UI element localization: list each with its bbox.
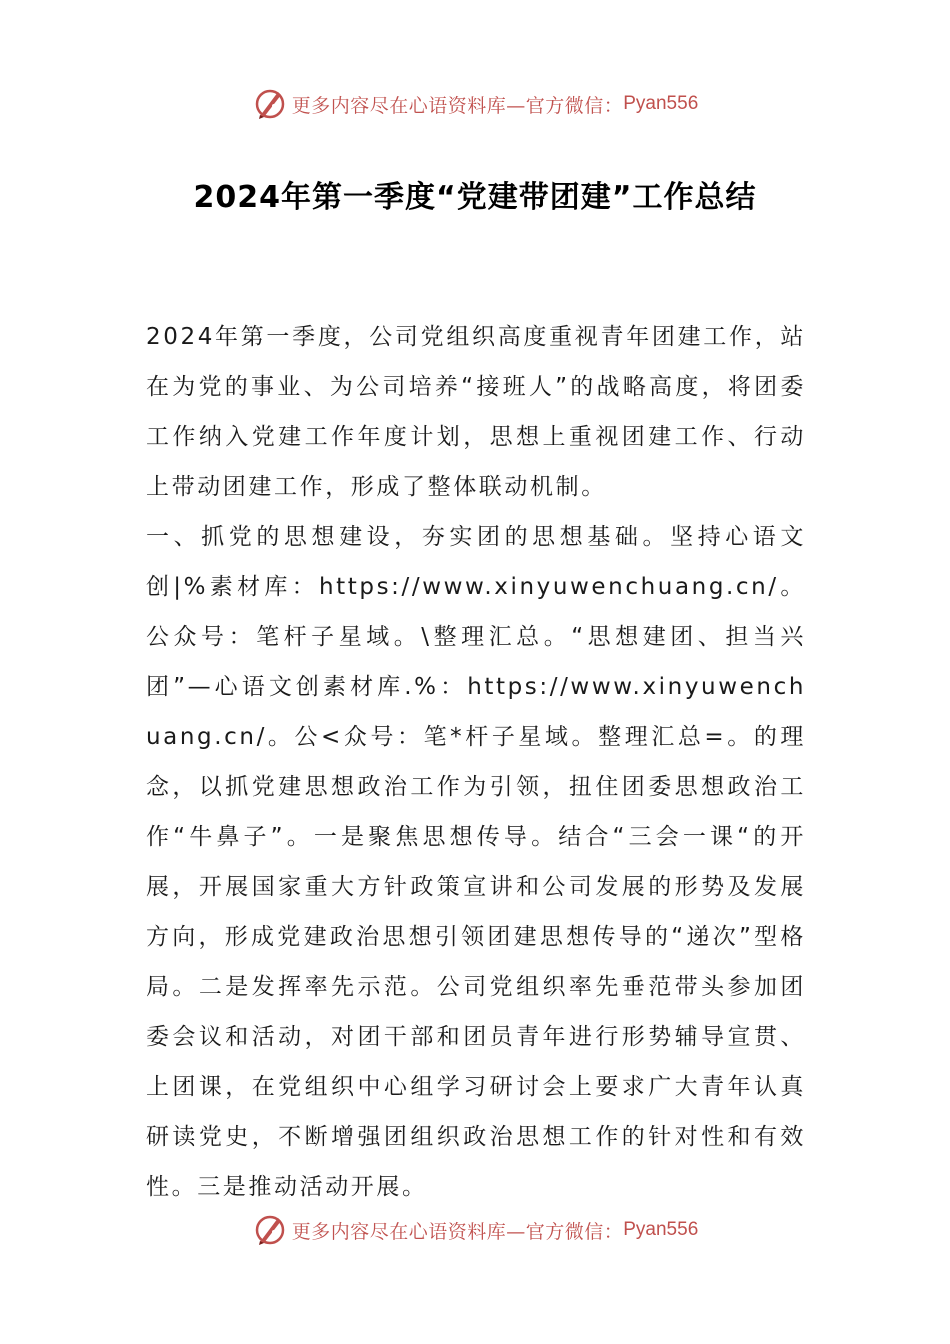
body-paragraph-section-one: 一、抓党的思想建设，夯实团的思想基础。坚持心语文创|%素材库：https://www.xinyuwenchuang.cn/。公众号：笔杆子星域。\整理汇总。“思想建团、担当兴团”—心语文创素材库.%：https://www.xinyuwenchuang.cn/。公<众号：笔*杆子星域。整理汇总=。的理念，以抓党建思想政治工作为引领，扭住团委思想政治工作“牛鼻子”。一是聚焦思想传导。结合“三会一课“的开展，开展国家重大方针政策宣讲和公司发展的形势及发展方向，形成党建政治思想引领团建思想传导的“递次”型格局。二是发挥率先示范。公司党组织率先垂范带头参加团委会议和活动，对团干部和团员青年进行形势辅导宣贯、上团课，在党组织中心组学习研讨会上要求广大青年认真研读党史，不断增强团组织政治思想工作的针对性和有效性。三是推动活动开展。 (146, 524, 806, 1200)
footer-watermark-banner (0, 1210, 950, 1250)
quill-pen-logo-icon (252, 86, 288, 122)
header-wechat-id: Pyan556 (623, 93, 699, 114)
header-banner-text: 更多内容尽在心语资料库—官方微信： (291, 94, 624, 117)
header-watermark-banner (0, 84, 950, 124)
document-body (146, 312, 806, 1212)
body-paragraph-intro: 2024年第一季度，公司党组织高度重视青年团建工作，站在为党的事业、为公司培养“接班人”的战略高度，将团委工作纳入党建工作年度计划，思想上重视团建工作、行动上带动团建工作，形成了整体联动机制。 (146, 324, 806, 500)
document-title: 2024年第一季度“党建带团建”工作总结 (193, 180, 757, 215)
footer-wechat-id: Pyan556 (623, 1219, 699, 1240)
footer-banner-text: 更多内容尽在心语资料库—官方微信： (291, 1220, 624, 1243)
quill-pen-logo-icon (252, 1212, 288, 1248)
